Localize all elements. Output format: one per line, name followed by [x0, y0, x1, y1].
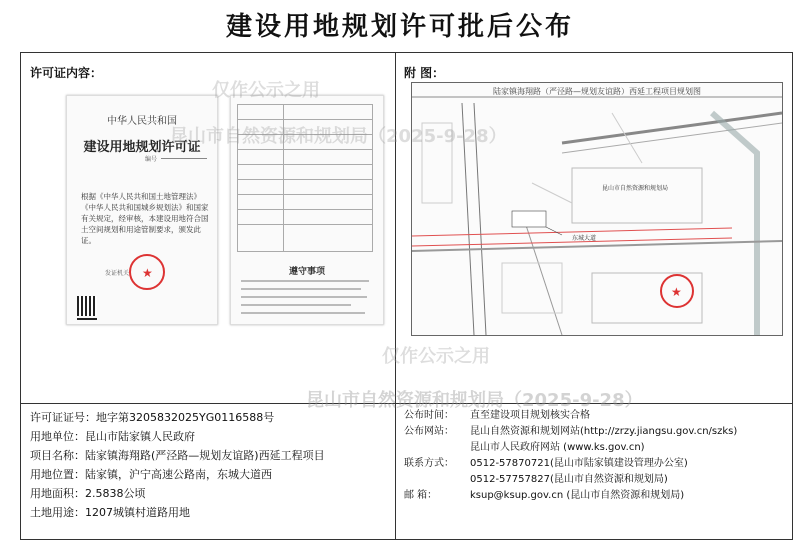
permit-content-label: 许可证内容： [30, 66, 103, 80]
publish-time-value: 直至建设项目规划核实合格 [470, 410, 590, 421]
detail-row-area: 用地面积： 2.5838公顷 [30, 487, 146, 500]
issuer-label: 发证机关 [105, 270, 130, 277]
map-road-label: 东城大道 [572, 235, 597, 242]
publish-site-link-2[interactable]: 昆山市人民政府网站 (www.ks.gov.cn) [470, 442, 645, 453]
contact-key: 联系方式： [404, 458, 454, 469]
mail-value[interactable]: ksup@ksup.gov.cn (昆山市自然资源和规划局) [470, 490, 685, 501]
publish-time-key: 公布时间： [404, 410, 454, 421]
certificate-title: 建设用地规划许可证 [83, 140, 201, 155]
certificate-body: 根据《中华人民共和国土地管理法》《中华人民共和国城乡规划法》和国家有关规定，经审核，本建设用地符合国土空间规划和用途管制要求，颁发此证。 [81, 192, 209, 245]
mail-key: 邮 箱： [404, 490, 438, 501]
certificate-number-label: 编号 [145, 156, 158, 163]
detail-row-permit-no: 许可证证号： 地字第3205832025YG0116588号 [30, 411, 275, 424]
qr-code-icon [77, 296, 97, 316]
detail-row-unit: 用地单位： 昆山市陆家镇人民政府 [30, 430, 195, 443]
site-plan-map [411, 82, 783, 336]
contact-phone-2: 0512-57757827(昆山市自然资源和规划局) [470, 474, 668, 485]
detail-row-project: 项目名称： 陆家镇海翔路(严泾路—规划友谊路)西延工程项目 [30, 449, 325, 462]
publish-site-link-1[interactable]: 昆山自然资源和规划网站(http://zrzy.jiangsu.gov.cn/szks) [470, 426, 738, 437]
watermark-bureau-2: 昆山市自然资源和规划局（2025-9-28） [306, 390, 643, 411]
certificate-country: 中华人民共和国 [107, 116, 177, 127]
map-site-label: 昆山市自然资源和规划局 [602, 185, 669, 192]
publication-details [404, 408, 790, 504]
detail-row-use: 土地用途： 1207城镇村道路用地 [30, 506, 190, 519]
watermark-publicity-2: 仅作公示之用 [382, 346, 490, 367]
official-seal-icon: ★ [129, 254, 165, 290]
permit-details [30, 408, 390, 522]
attachment-label: 附 图： [404, 66, 445, 80]
svg-text:★: ★ [671, 285, 682, 299]
watermark-publicity-1: 仅作公示之用 [212, 80, 320, 101]
watermark-bureau-1: 昆山市自然资源和规划局（2025-9-28） [170, 126, 507, 147]
map-title: 陆家镇海翔路（严泾路—规划友谊路）西延工程项目规划图 [493, 87, 701, 96]
publish-site-key: 公布网站： [404, 426, 454, 437]
contact-phone-1: 0512-57870721(昆山市陆家镇建设管理办公室) [470, 458, 688, 469]
detail-row-location: 用地位置： 陆家镇，沪宁高速公路南，东城大道西 [30, 468, 272, 481]
number-underline [161, 158, 207, 159]
map-drawing [412, 83, 782, 335]
notes-title: 遵守事项 [288, 267, 325, 277]
page-title: 建设用地规划许可批后公布 [225, 12, 574, 42]
